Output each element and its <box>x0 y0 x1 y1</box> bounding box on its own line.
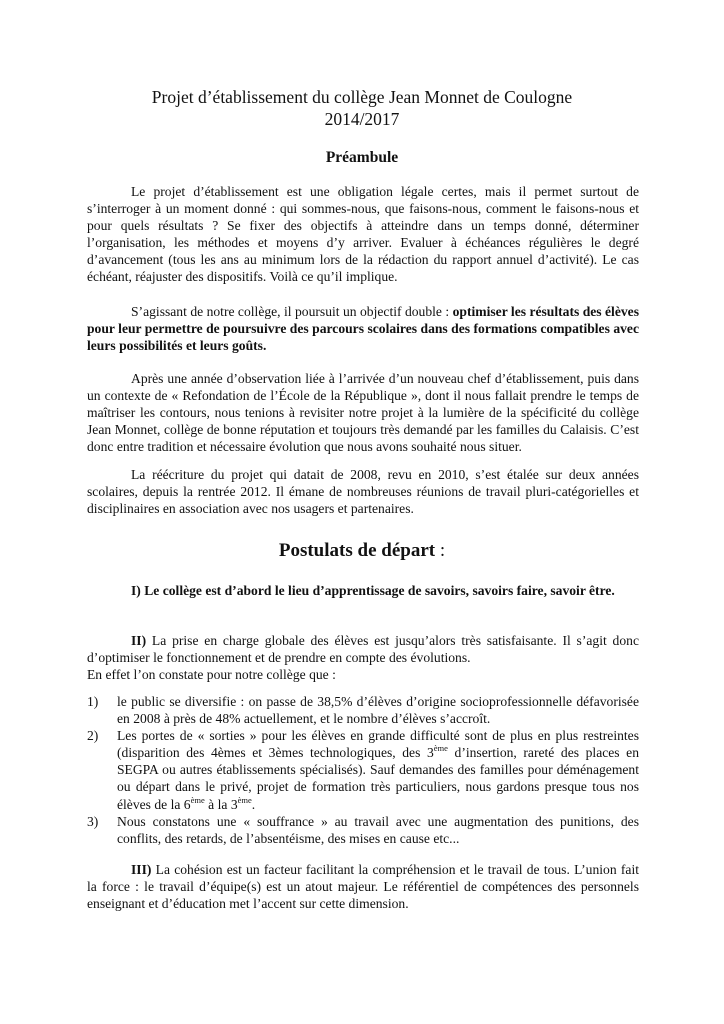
postulat-point-1 <box>87 582 639 599</box>
point-label: II) <box>131 633 147 648</box>
list-text-part: à la 3 <box>204 796 238 812</box>
paragraph-text <box>87 632 639 666</box>
list-text <box>117 728 639 811</box>
point-text: La cohésion est un facteur facilitant la compréhension et le travail de tous. L’union fait la force : le travail d’équipe(s) est un atout majeur. Le référentiel de compétences des personnels enseignant et d’éducation met l’accent sur cette dimension. <box>87 862 639 912</box>
list-text-part: d’insertion, rareté des places en SEGPA ou autres établissements spécialisés). Sauf demandes des familles pour déménagement ou départ dans le privé, projet de formation très particuliers, nous gardons presque tous nos élèves de la 6 <box>117 745 639 812</box>
list-number: 1) <box>87 694 99 709</box>
list-item <box>87 693 639 727</box>
list-text-part: . <box>251 796 256 812</box>
paragraph-text: I) Le collège est d’abord le lieu d’apprentissage de savoirs, savoirs faire, savoir être. <box>131 583 615 598</box>
paragraph-text <box>87 861 639 912</box>
list-item <box>87 813 639 847</box>
point-label: III) <box>131 862 152 877</box>
paragraph-text: La réécriture du projet qui datait de 2008, revu en 2010, s’est étalée sur deux années scolaires, depuis la rentrée 2012. Il émane de nombreuses réunions de travail pluri-catégorielles et disciplinaires en association avec nos usagers et partenaires. <box>87 467 639 517</box>
list-text: le public se diversifie : on passe de 38,5% d’élèves d’origine socioprofessionnelle défavorisée en 2008 à près de 48% actuellement, et le nombre d’élèves s’accroît. <box>117 694 639 727</box>
list-text-part: Les portes de « sorties » pour les élèves en grande difficulté sont de plus en plus restreintes (disparition des 4èmes et 3èmes technologiques, des 3 <box>117 728 639 761</box>
postulats-heading-text: Postulats de départ <box>278 540 436 561</box>
list-text: Nous constatons une « souffrance » au travail avec une augmentation des punitions, des conflits, des retards, de l’absentéisme, des mises en cause etc... <box>117 813 639 846</box>
title-line-1: Projet d’établissement du collège Jean Monnet de Coulogne <box>151 87 573 107</box>
document-title <box>0 86 724 130</box>
superscript: ème <box>237 794 252 805</box>
superscript: ème <box>433 743 448 754</box>
preamble-paragraph-4 <box>87 466 639 517</box>
preamble-heading: Préambule <box>325 149 399 166</box>
superscript: ème <box>190 794 205 805</box>
title-line-2: 2014/2017 <box>324 109 400 129</box>
list-number: 3) <box>87 813 99 829</box>
preamble-paragraph-2 <box>87 303 639 354</box>
list-number: 2) <box>87 728 99 744</box>
postulats-heading-colon: : <box>435 540 446 561</box>
preamble-paragraph-3 <box>87 370 639 455</box>
point-text: La prise en charge globale des élèves est jusqu’alors très satisfaisante. Il s’agit donc d’optimiser le fonctionnement et de prendre en compte des évolutions. <box>87 633 639 666</box>
paragraph-text-continued: En effet l’on constate pour notre collège que : <box>87 667 336 683</box>
postulat-point-2 <box>87 632 639 683</box>
paragraph-text: Le projet d’établissement est une obligation légale certes, mais il permet surtout de s’interroger à un moment donné : qui sommes-nous, que faisons-nous, comment le faisons-nous et pour quels résultats ? Se fixer des objectifs à atteindre dans un temps donné, déterminer l’organisation, les méthodes et moyens d’y arriver. Evaluer à échéances régulières le degré d’avancement (tous les ans au minimum lors de la rédaction du rapport annuel d’activité). Le cas échéant, réajuster des dispositifs. Voilà ce qu’il implique. <box>87 184 639 285</box>
observations-list <box>87 693 639 847</box>
preamble-paragraph-1 <box>87 183 639 286</box>
paragraph-intro: S’agissant de notre collège, il poursuit un objectif double : <box>131 304 453 319</box>
postulat-point-3 <box>87 861 639 912</box>
paragraph-text <box>87 303 639 354</box>
postulats-heading <box>0 540 724 562</box>
paragraph-text: Après une année d’observation liée à l’arrivée d’un nouveau chef d’établissement, puis dans un contexte de « Refondation de l’École de la République », dont il nous fallait prendre le temps de maîtriser les contours, nous tenions à revisiter notre projet à la lumière de la spécificité du collège Jean Monnet, collège de bonne réputation et toujours très demandé par les familles du Calaisis. C’est donc entre tradition et nécessaire évolution que nous avons souhaité nous situer. <box>87 371 639 455</box>
paragraph-emphasis: optimiser les résultats des élèves pour leur permettre de poursuivre des parcours scolaires dans des formations compatibles avec leurs possibilités et leurs goûts. <box>87 304 639 354</box>
list-item <box>87 727 639 812</box>
